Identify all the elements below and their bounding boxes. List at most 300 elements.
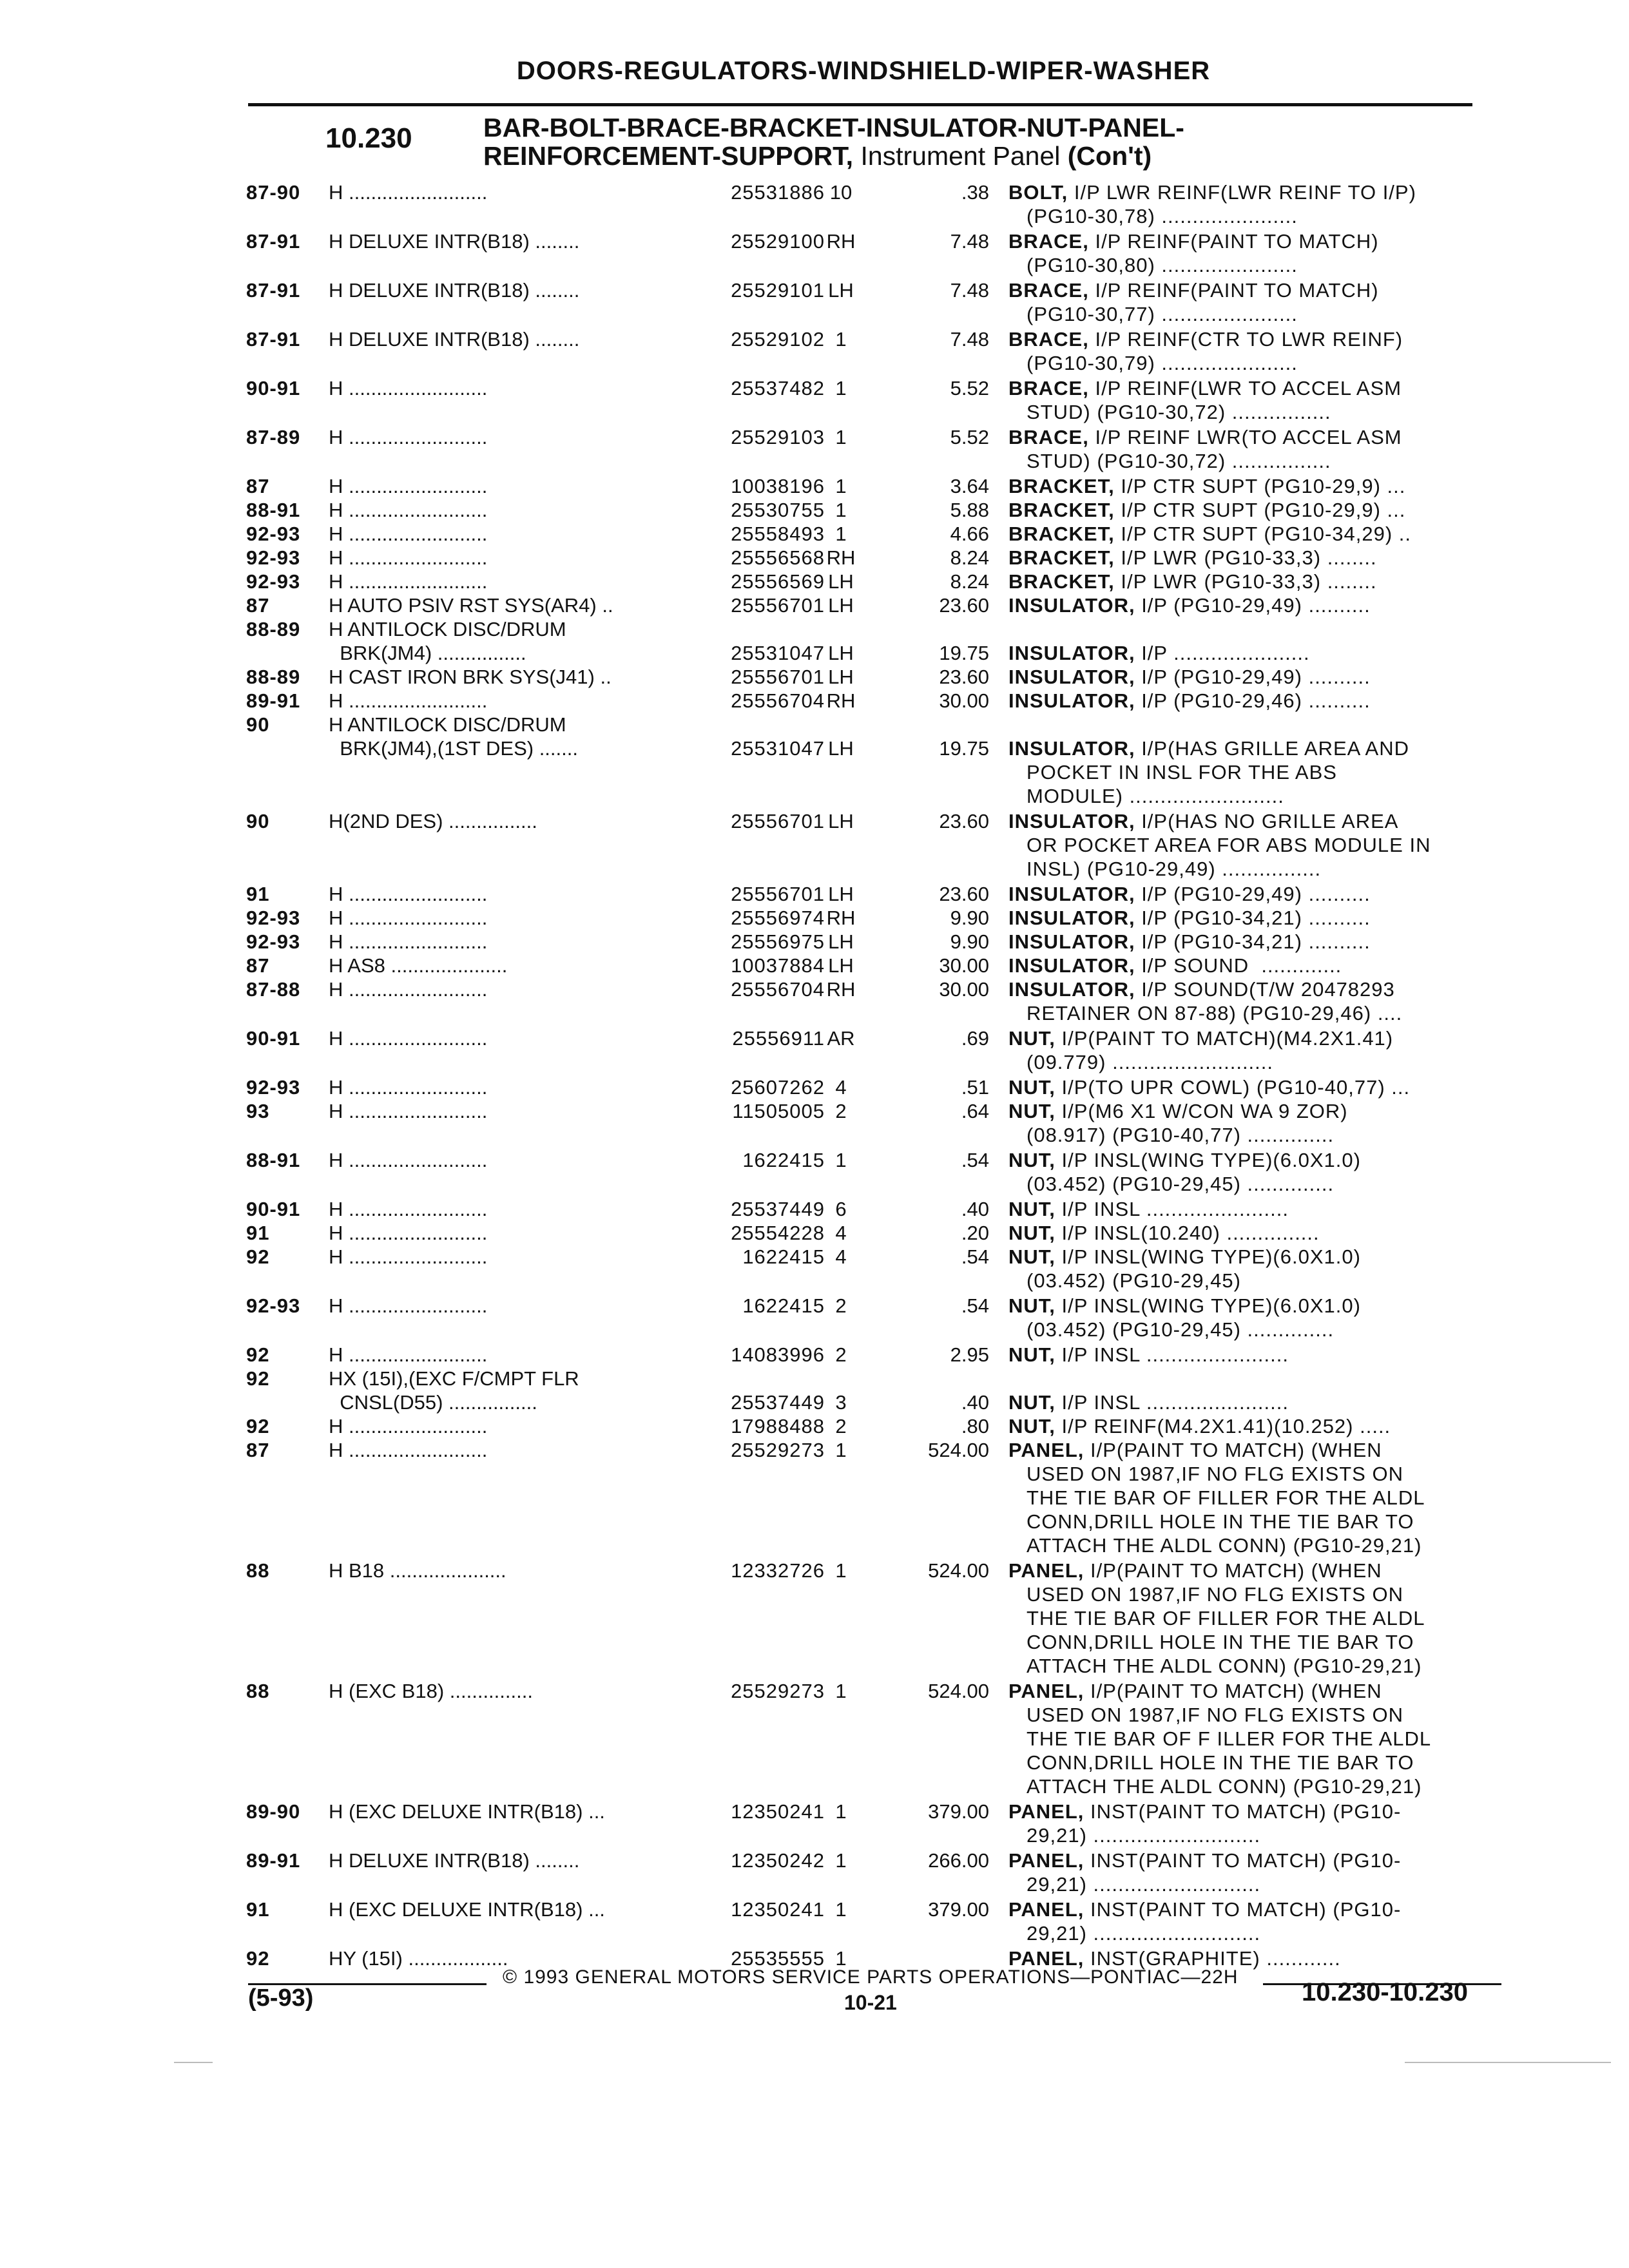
row-year: 92 xyxy=(246,1947,270,1970)
part-name-keyword: NUT, xyxy=(1008,1245,1055,1268)
row-description: H ......................... xyxy=(329,883,488,905)
row-part-name xyxy=(1008,278,1485,326)
section-number: 10.230 xyxy=(325,122,412,154)
part-name-keyword: INSULATOR, xyxy=(1008,689,1135,712)
row-price: 524.00 xyxy=(928,1559,989,1582)
row-description: BRK(JM4) ................ xyxy=(329,642,526,664)
row-quantity: LH xyxy=(828,594,854,617)
row-year: 93 xyxy=(246,1100,270,1122)
row-year: 91 xyxy=(246,1222,270,1244)
row-year: 89-91 xyxy=(246,689,301,712)
row-part-name xyxy=(1008,1075,1485,1099)
row-price: 4.66 xyxy=(950,523,989,545)
row-year: 90 xyxy=(246,810,270,832)
row-part-name xyxy=(1008,570,1485,593)
row-year: 88-91 xyxy=(246,1149,301,1171)
row-quantity: 1 xyxy=(835,377,847,399)
part-name-continuation: ATTACH THE ALDL CONN) (PG10-29,21) xyxy=(1027,1655,1422,1677)
part-name-detail: I/P(HAS NO GRILLE AREA xyxy=(1135,810,1399,832)
row-price: 9.90 xyxy=(950,930,989,953)
part-name-keyword: PANEL, xyxy=(1008,1559,1084,1582)
part-name-detail: I/P (PG10-29,49) .......... xyxy=(1135,883,1371,905)
row-part-number: 12350241 xyxy=(731,1898,825,1921)
part-name-keyword: NUT, xyxy=(1008,1294,1055,1317)
part-name-detail: I/P INSL(WING TYPE)(6.0X1.0) xyxy=(1055,1294,1361,1317)
row-part-number: 14083996 xyxy=(731,1343,825,1366)
row-description: H DELUXE INTR(B18) ........ xyxy=(329,230,580,253)
row-year: 90 xyxy=(246,713,270,736)
row-quantity: LH xyxy=(828,642,854,664)
row-year: 92 xyxy=(246,1245,270,1268)
row-part-number: 25558493 xyxy=(731,523,825,545)
part-name-keyword: INSULATOR, xyxy=(1008,907,1135,929)
part-name-keyword: INSULATOR, xyxy=(1008,954,1135,977)
part-name-keyword: PANEL, xyxy=(1008,1898,1084,1921)
row-part-number: 25556704 xyxy=(731,978,825,1001)
row-part-number: 25556975 xyxy=(731,930,825,953)
row-part-name xyxy=(1008,1898,1485,1945)
row-part-number: 25531886 xyxy=(731,181,825,204)
row-description: H ......................... xyxy=(329,1439,488,1461)
part-name-line xyxy=(1008,570,1485,593)
row-quantity: RH xyxy=(826,907,856,929)
row-year: 87 xyxy=(246,475,270,497)
part-name-detail: I/P LWR (PG10-33,3) ........ xyxy=(1114,546,1377,569)
part-name-continuation: CONN,DRILL HOLE IN THE TIE BAR TO xyxy=(1027,1751,1414,1774)
row-quantity: 2 xyxy=(835,1415,847,1437)
part-name-line xyxy=(1008,498,1485,522)
row-description: H ......................... xyxy=(329,499,488,521)
row-description: H ......................... xyxy=(329,1100,488,1122)
row-part-number: 25537449 xyxy=(731,1198,825,1220)
row-quantity: LH xyxy=(828,666,854,688)
part-name-line xyxy=(1008,546,1485,570)
row-price: 30.00 xyxy=(939,689,989,712)
row-description: CNSL(D55) ................ xyxy=(329,1391,537,1414)
part-name-line xyxy=(1008,906,1485,930)
row-part-name xyxy=(1008,593,1485,617)
part-name-detail: I/P (PG10-29,49) .......... xyxy=(1135,594,1371,617)
part-name-line xyxy=(1008,425,1485,449)
part-name-continuation: (PG10-30,79) ...................... xyxy=(1027,352,1298,374)
row-quantity: LH xyxy=(828,883,854,905)
row-description: H ......................... xyxy=(329,930,488,953)
row-price: 30.00 xyxy=(939,978,989,1001)
row-year: 88-89 xyxy=(246,618,301,640)
part-name-detail: I/P SOUND ............. xyxy=(1135,954,1342,977)
part-name-keyword: PANEL, xyxy=(1008,1947,1084,1970)
part-name-keyword: INSULATOR, xyxy=(1008,930,1135,953)
row-part-number: 25529103 xyxy=(731,426,825,448)
row-price: 19.75 xyxy=(939,737,989,760)
part-name-detail: I/P SOUND(T/W 20478293 xyxy=(1135,978,1395,1001)
row-description: H CAST IRON BRK SYS(J41) .. xyxy=(329,666,612,688)
part-name-continuation: (03.452) (PG10-29,45) xyxy=(1027,1269,1241,1292)
part-name-detail: I/P (PG10-34,21) .......... xyxy=(1135,907,1371,929)
row-price: 2.95 xyxy=(950,1343,989,1366)
row-price: 524.00 xyxy=(928,1439,989,1461)
row-price: 19.75 xyxy=(939,642,989,664)
row-price: 23.60 xyxy=(939,594,989,617)
row-description: H (EXC DELUXE INTR(B18) ... xyxy=(329,1800,605,1823)
part-name-line xyxy=(1008,1438,1485,1462)
row-quantity: 10 xyxy=(829,181,853,204)
row-part-number: 1622415 xyxy=(742,1294,825,1317)
row-description: H ......................... xyxy=(329,1415,488,1437)
row-price: 23.60 xyxy=(939,810,989,832)
row-year: 87 xyxy=(246,1439,270,1461)
row-part-number: 10037884 xyxy=(731,954,825,977)
row-quantity: 4 xyxy=(835,1222,847,1244)
row-price: 5.52 xyxy=(950,377,989,399)
row-description: H ......................... xyxy=(329,181,488,204)
row-part-name xyxy=(1008,180,1485,228)
part-name-continuation: INSL) (PG10-29,49) ................ xyxy=(1027,858,1322,880)
part-name-detail: I/P (PG10-34,21) .......... xyxy=(1135,930,1371,953)
row-quantity: 1 xyxy=(835,1849,847,1872)
row-price: 5.52 xyxy=(950,426,989,448)
row-year: 90-91 xyxy=(246,1027,301,1050)
row-quantity: 2 xyxy=(835,1100,847,1122)
row-part-number: 25556701 xyxy=(731,594,825,617)
part-name-detail: I/P(HAS GRILLE AREA AND xyxy=(1135,737,1410,760)
row-description: H ......................... xyxy=(329,1076,488,1099)
row-year: 87 xyxy=(246,954,270,977)
row-price: .38 xyxy=(961,181,989,204)
row-price: 8.24 xyxy=(950,570,989,593)
footer-page-number: 10-21 xyxy=(844,1991,897,2014)
part-name-line xyxy=(1008,665,1485,689)
row-quantity: 3 xyxy=(835,1391,847,1414)
part-name-continuation: OR POCKET AREA FOR ABS MODULE IN xyxy=(1027,834,1431,856)
part-name-line xyxy=(1008,1026,1485,1050)
row-part-number: 25529102 xyxy=(731,328,825,351)
part-name-line xyxy=(1008,1075,1485,1099)
row-part-name xyxy=(1008,1414,1485,1438)
row-description: H DELUXE INTR(B18) ........ xyxy=(329,328,580,351)
part-name-line xyxy=(1008,1800,1485,1823)
part-name-line xyxy=(1008,1898,1485,1921)
part-name-detail: I/P(PAINT TO MATCH)(M4.2X1.41) xyxy=(1055,1027,1394,1050)
row-description: H ......................... xyxy=(329,978,488,1001)
part-name-line xyxy=(1008,1148,1485,1172)
row-year: 92-93 xyxy=(246,570,301,593)
row-part-name xyxy=(1008,327,1485,375)
part-name-line xyxy=(1008,522,1485,546)
part-name-line xyxy=(1008,474,1485,498)
part-name-line xyxy=(1008,1294,1485,1318)
row-quantity: 1 xyxy=(835,426,847,448)
row-part-name xyxy=(1008,665,1485,689)
row-part-name xyxy=(1008,1800,1485,1847)
part-name-keyword: PANEL, xyxy=(1008,1680,1084,1702)
part-name-line xyxy=(1008,1221,1485,1245)
row-part-name xyxy=(1008,1343,1485,1367)
row-price: 7.48 xyxy=(950,279,989,302)
row-year: 92-93 xyxy=(246,930,301,953)
section-title-line1: BAR-BOLT-BRACE-BRACKET-INSULATOR-NUT-PANEL- xyxy=(483,113,1184,142)
part-name-continuation: USED ON 1987,IF NO FLG EXISTS ON xyxy=(1027,1583,1403,1606)
row-description: H ......................... xyxy=(329,475,488,497)
row-part-name xyxy=(1008,930,1485,954)
row-quantity: 1 xyxy=(835,475,847,497)
part-name-continuation: CONN,DRILL HOLE IN THE TIE BAR TO xyxy=(1027,1510,1414,1533)
row-year: 87 xyxy=(246,594,270,617)
row-description: H B18 ..................... xyxy=(329,1559,506,1582)
row-quantity: 1 xyxy=(835,1149,847,1171)
row-part-number: 25556569 xyxy=(731,570,825,593)
part-name-keyword: PANEL, xyxy=(1008,1800,1084,1823)
part-name-detail: I/P LWR REINF(LWR REINF TO I/P) xyxy=(1068,181,1416,204)
row-quantity: 1 xyxy=(835,1800,847,1823)
row-description: H AUTO PSIV RST SYS(AR4) .. xyxy=(329,594,613,617)
row-price: 379.00 xyxy=(928,1898,989,1921)
part-name-line xyxy=(1008,593,1485,617)
row-part-name xyxy=(1008,1221,1485,1245)
row-description: H ......................... xyxy=(329,1222,488,1244)
row-part-number: 25537449 xyxy=(731,1391,825,1414)
part-name-detail: I/P REINF(LWR TO ACCEL ASM xyxy=(1088,377,1402,399)
row-description: H ......................... xyxy=(329,546,488,569)
row-price: .80 xyxy=(961,1415,989,1437)
part-name-line xyxy=(1008,1343,1485,1367)
row-part-name xyxy=(1008,546,1485,570)
row-part-number: 25537482 xyxy=(731,377,825,399)
row-quantity: 1 xyxy=(835,499,847,521)
part-name-continuation: (03.452) (PG10-29,45) .............. xyxy=(1027,1173,1335,1195)
row-part-name xyxy=(1008,1245,1485,1293)
part-name-detail: INST(PAINT TO MATCH) (PG10- xyxy=(1084,1800,1402,1823)
part-name-keyword: NUT, xyxy=(1008,1343,1055,1366)
row-part-number: 25607262 xyxy=(731,1076,825,1099)
part-name-keyword: INSULATOR, xyxy=(1008,642,1135,664)
row-description: H (EXC DELUXE INTR(B18) ... xyxy=(329,1898,605,1921)
row-part-number: 25556704 xyxy=(731,689,825,712)
row-description: H ......................... xyxy=(329,1149,488,1171)
part-name-line xyxy=(1008,1390,1485,1414)
part-name-keyword: INSULATOR, xyxy=(1008,594,1135,617)
part-name-detail: I/P(TO UPR COWL) (PG10-40,77) ... xyxy=(1055,1076,1411,1099)
part-name-keyword: NUT, xyxy=(1008,1415,1055,1437)
part-name-continuation: ATTACH THE ALDL CONN) (PG10-29,21) xyxy=(1027,1534,1422,1557)
row-quantity: 6 xyxy=(835,1198,847,1220)
row-year: 92 xyxy=(246,1343,270,1366)
row-description: H AS8 ..................... xyxy=(329,954,508,977)
row-quantity: 1 xyxy=(835,1680,847,1702)
row-year: 91 xyxy=(246,883,270,905)
row-part-number: 25556568 xyxy=(731,546,825,569)
part-name-detail: I/P CTR SUPT (PG10-34,29) .. xyxy=(1114,523,1412,545)
row-year: 92 xyxy=(246,1367,270,1390)
part-name-detail: I/P(M6 X1 W/CON WA 9 ZOR) xyxy=(1055,1100,1348,1122)
row-part-name xyxy=(1008,498,1485,522)
part-name-keyword: BOLT, xyxy=(1008,181,1068,204)
row-part-name xyxy=(1008,736,1485,808)
row-price: 30.00 xyxy=(939,954,989,977)
row-quantity: 2 xyxy=(835,1343,847,1366)
row-year: 88-89 xyxy=(246,666,301,688)
row-price: 8.24 xyxy=(950,546,989,569)
row-part-name xyxy=(1008,1294,1485,1341)
row-quantity: 2 xyxy=(835,1294,847,1317)
part-name-continuation: (PG10-30,80) ...................... xyxy=(1027,254,1298,276)
part-name-continuation: POCKET IN INSL FOR THE ABS xyxy=(1027,761,1337,783)
part-name-keyword: BRACKET, xyxy=(1008,546,1115,569)
row-quantity: 1 xyxy=(835,523,847,545)
row-description: H ......................... xyxy=(329,1198,488,1220)
part-name-continuation: 29,21) ........................... xyxy=(1027,1824,1261,1847)
row-year: 87-90 xyxy=(246,181,301,204)
row-part-name xyxy=(1008,906,1485,930)
part-name-detail: I/P INSL ....................... xyxy=(1055,1391,1289,1414)
row-part-number: 25554228 xyxy=(731,1222,825,1244)
row-description: H ANTILOCK DISC/DRUM xyxy=(329,618,566,640)
part-name-continuation: (PG10-30,78) ...................... xyxy=(1027,205,1298,227)
row-quantity: LH xyxy=(828,930,854,953)
row-year: 90-91 xyxy=(246,1198,301,1220)
part-name-detail: I/P INSL(WING TYPE)(6.0X1.0) xyxy=(1055,1245,1361,1268)
row-description: H DELUXE INTR(B18) ........ xyxy=(329,1849,580,1872)
part-name-line xyxy=(1008,1414,1485,1438)
row-part-number: 25535555 xyxy=(731,1947,825,1970)
part-name-detail: I/P (PG10-29,46) .......... xyxy=(1135,689,1371,712)
part-name-detail: I/P INSL(10.240) ............... xyxy=(1055,1222,1320,1244)
row-part-number: 25556911 xyxy=(732,1027,825,1050)
row-year: 92-93 xyxy=(246,1294,301,1317)
part-name-detail: I/P CTR SUPT (PG10-29,9) ... xyxy=(1114,499,1406,521)
row-price: .64 xyxy=(961,1100,989,1122)
row-quantity: 1 xyxy=(835,1559,847,1582)
row-year: 91 xyxy=(246,1898,270,1921)
part-name-line xyxy=(1008,1099,1485,1123)
row-quantity: 1 xyxy=(835,1898,847,1921)
part-name-continuation: USED ON 1987,IF NO FLG EXISTS ON xyxy=(1027,1704,1403,1726)
row-year: 92-93 xyxy=(246,1076,301,1099)
row-year: 88-91 xyxy=(246,499,301,521)
part-name-line xyxy=(1008,1849,1485,1872)
section-title-line2-bold: REINFORCEMENT-SUPPORT, xyxy=(483,141,854,171)
part-name-line xyxy=(1008,1245,1485,1269)
part-name-continuation: 29,21) ........................... xyxy=(1027,1922,1261,1945)
part-name-continuation: THE TIE BAR OF FILLER FOR THE ALDL xyxy=(1027,1607,1425,1629)
part-name-detail: I/P REINF LWR(TO ACCEL ASM xyxy=(1088,426,1402,448)
row-quantity: 1 xyxy=(835,1439,847,1461)
part-name-detail: I/P REINF(PAINT TO MATCH) xyxy=(1088,230,1379,253)
part-name-detail: I/P(PAINT TO MATCH) (WHEN xyxy=(1084,1680,1382,1702)
part-name-line xyxy=(1008,882,1485,906)
row-quantity: LH xyxy=(828,279,854,302)
part-name-detail: I/P INSL ....................... xyxy=(1055,1343,1289,1366)
part-name-line xyxy=(1008,1197,1485,1221)
row-description: H ......................... xyxy=(329,907,488,929)
row-year: 92-93 xyxy=(246,523,301,545)
part-name-line xyxy=(1008,376,1485,400)
row-quantity: 4 xyxy=(835,1245,847,1268)
row-description: H ......................... xyxy=(329,1245,488,1268)
part-name-detail: I/P REINF(PAINT TO MATCH) xyxy=(1088,279,1379,302)
row-part-number: 17988488 xyxy=(731,1415,825,1437)
part-name-keyword: BRACKET, xyxy=(1008,570,1115,593)
row-quantity: RH xyxy=(826,689,856,712)
part-name-continuation: ATTACH THE ALDL CONN) (PG10-29,21) xyxy=(1027,1775,1422,1798)
row-description: BRK(JM4),(1ST DES) ....... xyxy=(329,737,578,760)
row-part-number: 12350242 xyxy=(731,1849,825,1872)
row-part-name xyxy=(1008,641,1485,665)
row-part-name xyxy=(1008,1197,1485,1221)
row-quantity: LH xyxy=(828,737,854,760)
row-year: 89-90 xyxy=(246,1800,301,1823)
part-name-keyword: INSULATOR, xyxy=(1008,978,1135,1001)
row-description: H ......................... xyxy=(329,1294,488,1317)
part-name-detail: INST(GRAPHITE) ............ xyxy=(1084,1947,1341,1970)
row-price: 379.00 xyxy=(928,1800,989,1823)
part-name-keyword: BRACKET, xyxy=(1008,499,1115,521)
row-price: 5.88 xyxy=(950,499,989,521)
row-part-name xyxy=(1008,977,1485,1025)
footer-copyright: © 1993 GENERAL MOTORS SERVICE PARTS OPERATIONS—PONTIAC—22H xyxy=(503,1966,1239,1988)
row-part-name xyxy=(1008,809,1485,881)
part-name-keyword: INSULATOR, xyxy=(1008,883,1135,905)
row-year: 87-91 xyxy=(246,230,301,253)
part-name-keyword: PANEL, xyxy=(1008,1439,1084,1461)
row-part-number: 25531047 xyxy=(731,737,825,760)
row-year: 90-91 xyxy=(246,377,301,399)
part-name-continuation: (03.452) (PG10-29,45) .............. xyxy=(1027,1318,1335,1341)
part-name-continuation: USED ON 1987,IF NO FLG EXISTS ON xyxy=(1027,1463,1403,1485)
part-name-line xyxy=(1008,736,1485,760)
part-name-detail: I/P(PAINT TO MATCH) (WHEN xyxy=(1084,1559,1382,1582)
row-price: .40 xyxy=(961,1198,989,1220)
row-part-name xyxy=(1008,1559,1485,1678)
row-part-number: 25529273 xyxy=(731,1439,825,1461)
row-part-number: 25529273 xyxy=(731,1680,825,1702)
row-description: H DELUXE INTR(B18) ........ xyxy=(329,279,580,302)
row-price: .54 xyxy=(961,1245,989,1268)
part-name-keyword: NUT, xyxy=(1008,1149,1055,1171)
part-name-detail: I/P CTR SUPT (PG10-29,9) ... xyxy=(1114,475,1406,497)
part-name-keyword: NUT, xyxy=(1008,1222,1055,1244)
row-description: H (EXC B18) ............... xyxy=(329,1680,533,1702)
row-description: HY (15I) .................. xyxy=(329,1947,508,1970)
row-year: 88 xyxy=(246,1559,270,1582)
row-price: 3.64 xyxy=(950,475,989,497)
part-name-detail: I/P REINF(M4.2X1.41)(10.252) ..... xyxy=(1055,1415,1391,1437)
row-part-name xyxy=(1008,425,1485,473)
part-name-detail: I/P(PAINT TO MATCH) (WHEN xyxy=(1084,1439,1382,1461)
row-part-name xyxy=(1008,1099,1485,1147)
row-part-number: 25531047 xyxy=(731,642,825,664)
part-name-detail: I/P REINF(CTR TO LWR REINF) xyxy=(1088,328,1403,351)
part-name-line xyxy=(1008,977,1485,1001)
part-name-keyword: BRACKET, xyxy=(1008,475,1115,497)
part-name-continuation: (PG10-30,77) ...................... xyxy=(1027,303,1298,325)
part-name-keyword: NUT, xyxy=(1008,1076,1055,1099)
row-part-number: 25556701 xyxy=(731,883,825,905)
part-name-keyword: NUT, xyxy=(1008,1198,1055,1220)
row-year: 92 xyxy=(246,1415,270,1437)
row-part-number: 10038196 xyxy=(731,475,825,497)
part-name-line xyxy=(1008,641,1485,665)
row-part-name xyxy=(1008,522,1485,546)
row-quantity: RH xyxy=(826,230,856,253)
part-name-line xyxy=(1008,689,1485,713)
part-name-line xyxy=(1008,180,1485,204)
part-name-continuation: MODULE) ......................... xyxy=(1027,785,1284,807)
row-part-name xyxy=(1008,376,1485,424)
row-quantity: LH xyxy=(828,810,854,832)
part-name-continuation: THE TIE BAR OF F ILLER FOR THE ALDL xyxy=(1027,1727,1432,1750)
part-name-keyword: INSULATOR, xyxy=(1008,666,1135,688)
